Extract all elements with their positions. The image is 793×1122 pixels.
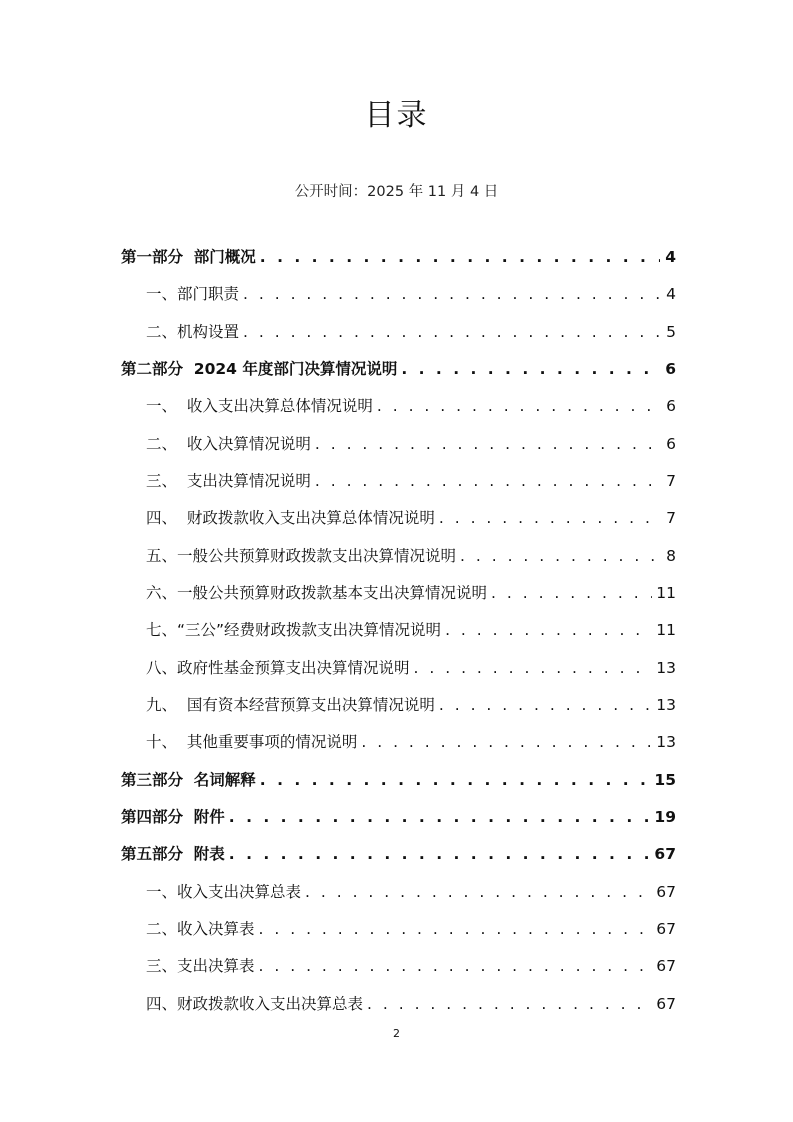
dot-leader xyxy=(367,992,652,1016)
dot-leader xyxy=(401,357,660,381)
dot-leader xyxy=(460,544,660,568)
toc-entry-label: 一、 收入支出决算总体情况说明 xyxy=(146,397,373,415)
toc-entry[interactable] xyxy=(146,506,676,530)
toc-entry-label: 第二部分 2024 年度部门决算情况说明 xyxy=(121,360,398,378)
toc-entry-page: 11 xyxy=(656,584,676,602)
toc-entry[interactable] xyxy=(146,618,676,642)
toc-entry-page: 13 xyxy=(656,696,676,714)
toc-entry[interactable] xyxy=(146,544,676,568)
toc-entry-label: 五、一般公共预算财政拨款支出决算情况说明 xyxy=(146,547,457,565)
dot-leader xyxy=(259,954,653,978)
toc-entry[interactable] xyxy=(146,432,676,456)
toc-entry-label: 四、 财政拨款收入支出决算总体情况说明 xyxy=(146,509,435,527)
dot-leader xyxy=(439,693,652,717)
toc-entry[interactable] xyxy=(121,768,676,792)
dot-leader xyxy=(259,917,653,941)
toc-entry-label: 一、部门职责 xyxy=(146,285,240,303)
toc-entry-page: 4 xyxy=(666,285,676,303)
toc-entry[interactable] xyxy=(121,245,676,269)
toc-entry-label: 三、 支出决算情况说明 xyxy=(146,472,311,490)
toc-entry[interactable] xyxy=(146,320,676,344)
toc-entry-page: 67 xyxy=(656,920,676,938)
publish-time: 公开时间：2025 年 11 月 4 日 xyxy=(294,184,499,200)
dot-leader xyxy=(445,618,652,642)
dot-leader xyxy=(377,394,660,418)
toc-entry-label: 七、“三公”经费财政拨款支出决算情况说明 xyxy=(146,621,442,639)
toc-entry-page: 67 xyxy=(656,883,676,901)
toc-entry-page: 7 xyxy=(666,509,676,527)
toc-entry-label: 八、政府性基金预算支出决算情况说明 xyxy=(146,659,410,677)
toc-entry[interactable] xyxy=(146,917,676,941)
toc-entry-page: 6 xyxy=(665,360,676,378)
toc-entry-page: 67 xyxy=(654,845,676,863)
toc-entry[interactable] xyxy=(146,992,676,1016)
toc-entry[interactable] xyxy=(146,581,676,605)
dot-leader xyxy=(315,469,660,493)
page-title: 目录 xyxy=(364,98,429,133)
toc-entry-page: 5 xyxy=(666,323,676,341)
page-number: 2 xyxy=(393,1027,400,1040)
dot-leader xyxy=(491,581,652,605)
toc-entry-page: 7 xyxy=(666,472,676,490)
toc-entry-label: 十、 其他重要事项的情况说明 xyxy=(146,733,358,751)
toc-entry-page: 67 xyxy=(656,957,676,975)
toc-entry-label: 二、 收入决算情况说明 xyxy=(146,435,311,453)
dot-leader xyxy=(414,656,653,680)
toc-entry[interactable] xyxy=(146,469,676,493)
toc-entry[interactable] xyxy=(146,693,676,717)
dot-leader xyxy=(260,245,660,269)
toc-entry[interactable] xyxy=(146,954,676,978)
toc-entry-label: 第五部分 附表 xyxy=(121,845,225,863)
toc-entry-page: 11 xyxy=(656,621,676,639)
toc-entry[interactable] xyxy=(121,842,676,866)
toc-entry-label: 第一部分 部门概况 xyxy=(121,248,256,266)
toc-entry-page: 6 xyxy=(666,435,676,453)
toc-entry-label: 九、 国有资本经营预算支出决算情况说明 xyxy=(146,696,435,714)
toc-entry[interactable] xyxy=(146,880,676,904)
toc-entry[interactable] xyxy=(146,394,676,418)
toc-entry[interactable] xyxy=(146,282,676,306)
toc-entry[interactable] xyxy=(121,805,676,829)
toc-entry-label: 第四部分 附件 xyxy=(121,808,225,826)
toc-entry-page: 19 xyxy=(654,808,676,826)
toc-entry-page: 15 xyxy=(654,771,676,789)
toc-entry-label: 二、收入决算表 xyxy=(146,920,255,938)
dot-leader xyxy=(229,805,651,829)
toc-entry-page: 13 xyxy=(656,659,676,677)
dot-leader xyxy=(260,768,651,792)
toc-entry-page: 67 xyxy=(656,995,676,1013)
dot-leader xyxy=(439,506,660,530)
toc-entry-label: 四、财政拨款收入支出决算总表 xyxy=(146,995,364,1013)
toc-entry-page: 4 xyxy=(665,248,676,266)
dot-leader xyxy=(243,282,660,306)
toc-entry[interactable] xyxy=(121,357,676,381)
dot-leader xyxy=(243,320,660,344)
toc-entry-page: 8 xyxy=(666,547,676,565)
toc-entry[interactable] xyxy=(146,730,676,754)
toc-entry-label: 二、机构设置 xyxy=(146,323,240,341)
toc-entry-page: 6 xyxy=(666,397,676,415)
toc-entry-label: 六、一般公共预算财政拨款基本支出决算情况说明 xyxy=(146,584,488,602)
toc-entry-label: 一、收入支出决算总表 xyxy=(146,883,302,901)
toc-entry-page: 13 xyxy=(656,733,676,751)
dot-leader xyxy=(229,842,651,866)
dot-leader xyxy=(361,730,652,754)
toc-entry-label: 第三部分 名词解释 xyxy=(121,771,256,789)
dot-leader xyxy=(305,880,652,904)
dot-leader xyxy=(315,432,660,456)
toc-entry[interactable] xyxy=(146,656,676,680)
toc-entry-label: 三、支出决算表 xyxy=(146,957,255,975)
